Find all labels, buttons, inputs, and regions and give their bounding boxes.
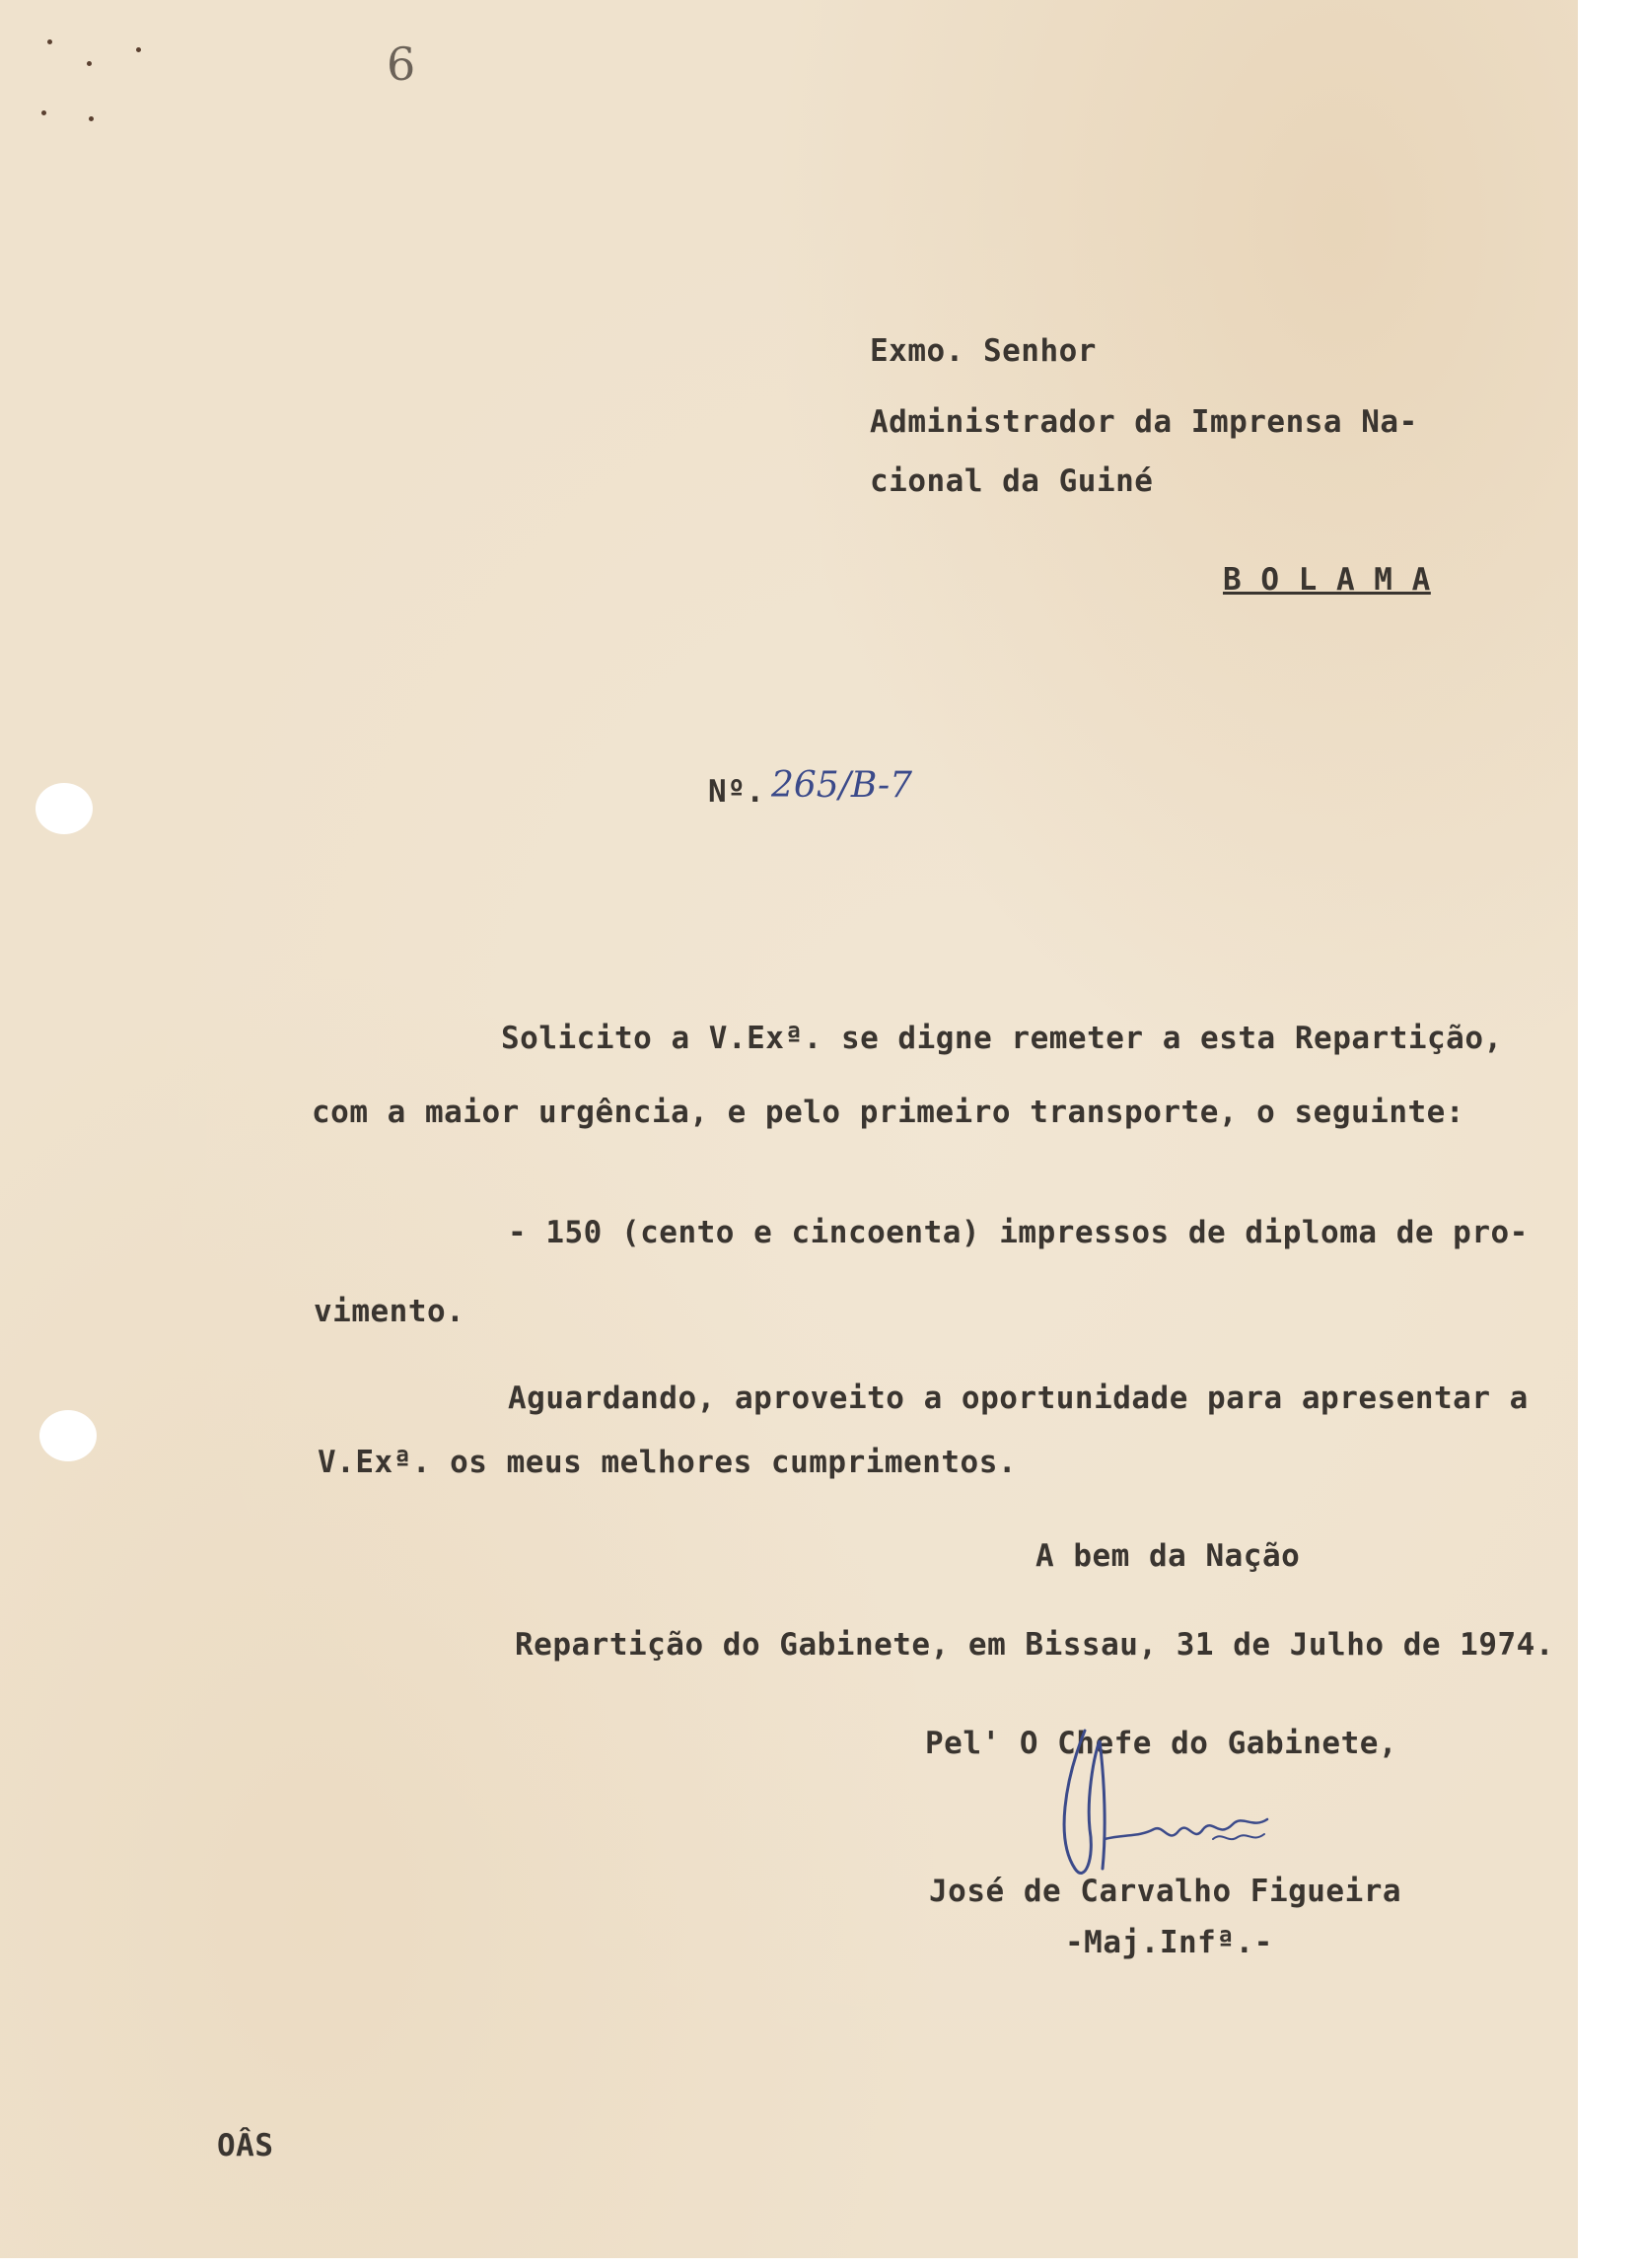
ink-speck bbox=[136, 47, 141, 52]
place-and-date: Repartição do Gabinete, em Bissau, 31 de Julho de 1974. bbox=[515, 1627, 1554, 1663]
signer-name: José de Carvalho Figueira bbox=[929, 1874, 1402, 1909]
signer-rank: -Maj.Infª.- bbox=[1065, 1925, 1273, 1960]
body-paragraph-1-line-2: com a maior urgência, e pelo primeiro transporte, o seguinte: bbox=[312, 1095, 1464, 1130]
closing-motto: A bem da Nação bbox=[1035, 1538, 1301, 1574]
reference-prefix: Nº. bbox=[708, 774, 765, 810]
addressee-line-1: Administrador da Imprensa Na- bbox=[870, 404, 1418, 440]
punch-hole-bottom bbox=[39, 1410, 97, 1461]
requested-item-line-1: - 150 (cento e cincoenta) impressos de diploma de pro- bbox=[508, 1215, 1529, 1250]
page-number: 6 bbox=[387, 37, 416, 91]
requested-item-line-2: vimento. bbox=[314, 1294, 465, 1329]
addressee-city: B O L A M A bbox=[1223, 562, 1431, 598]
addressee-line-2: cional da Guiné bbox=[870, 463, 1154, 499]
ink-speck bbox=[47, 39, 52, 44]
body-paragraph-2-line-2: V.Exª. os meus melhores cumprimentos. bbox=[318, 1445, 1018, 1480]
punch-hole-top bbox=[36, 783, 93, 834]
scan-margin bbox=[1578, 0, 1641, 2268]
typist-initials: OÂS bbox=[217, 2128, 274, 2163]
reference-number: 265/B-7 bbox=[771, 765, 913, 806]
handwritten-signature bbox=[1045, 1721, 1321, 1898]
ink-speck bbox=[87, 61, 92, 66]
on-behalf-of: Pel' O Chefe do Gabinete, bbox=[925, 1726, 1398, 1761]
ink-speck bbox=[89, 116, 94, 121]
ink-speck bbox=[41, 110, 46, 115]
addressee-salutation: Exmo. Senhor bbox=[870, 333, 1097, 369]
body-paragraph-1-line-1: Solicito a V.Exª. se digne remeter a esta Repartição, bbox=[501, 1021, 1503, 1056]
body-paragraph-2-line-1: Aguardando, aproveito a oportunidade para apresentar a bbox=[508, 1381, 1529, 1416]
